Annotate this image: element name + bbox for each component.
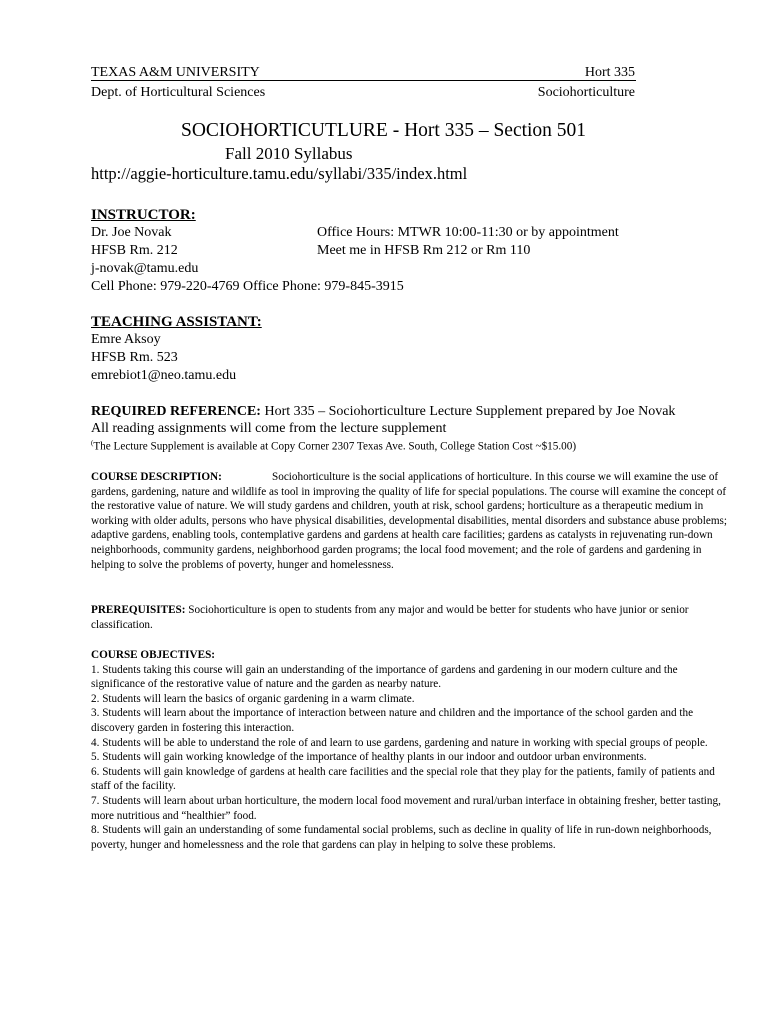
course-objectives	[91, 648, 734, 852]
prerequisites-text: Sociohorticulture is open to students from any major and would be better for students who have junior or senior classification.	[91, 604, 689, 631]
objective-item: 3. Students will learn about the importance of interaction between nature and children and the importance of the school garden and the discovery garden in fostering this interaction.	[91, 707, 694, 734]
instructor-office-hours: Office Hours: MTWR 10:00-11:30 or by appointment	[317, 225, 619, 240]
objective-item: 7. Students will learn about urban horticulture, the modern local food movement and rural/urban interface in obtaining fresher, better tasting, more nutritious and “healthier” food.	[91, 794, 721, 822]
instructor-name: Dr. Joe Novak	[91, 225, 172, 240]
objective-item: 4. Students will be able to understand the role of and learn to use gardens, gardening and nature in working with special groups of people.	[91, 736, 708, 749]
instructor-heading: INSTRUCTOR:	[91, 207, 196, 223]
reference-availability-text: The Lecture Supplement is available at Copy Corner 2307 Texas Ave. South, College Station Cost ~$15.00)	[93, 440, 577, 453]
course-description	[91, 470, 734, 572]
page-title: SOCIOHORTICUTLURE - Hort 335 – Section 501	[181, 120, 587, 141]
reference-note-mark: (	[91, 439, 94, 447]
objective-item: 2. Students will learn the basics of organic gardening in a warm climate.	[91, 692, 415, 705]
reference-reading-note: All reading assignments will come from the lecture supplement	[91, 421, 447, 436]
objective-item: 5. Students will gain working knowledge of the importance of healthy plants in our indoor and outdoor urban environments.	[91, 751, 647, 764]
instructor-meeting-place: Meet me in HFSB Rm 212 or Rm 110	[317, 243, 531, 258]
prerequisites-label: PREREQUISITES:	[91, 604, 186, 616]
instructor-phones: Cell Phone: 979-220-4769 Office Phone: 979-845-3915	[91, 279, 404, 294]
header-department: Dept. of Horticultural Sciences	[91, 85, 266, 100]
reference-text: Hort 335 – Sociohorticulture Lecture Supplement prepared by Joe Novak	[260, 404, 676, 419]
prerequisites	[91, 603, 734, 632]
reference-label: REQUIRED REFERENCE:	[91, 404, 261, 419]
objective-item: 1. Students taking this course will gain an understanding of the importance of gardens and gardening in our modern culture and the significance of the restorative value of nature and the garden as nearby nature.	[91, 663, 678, 691]
header-university: TEXAS A&M UNIVERSITY	[91, 65, 260, 80]
ta-room: HFSB Rm. 523	[91, 350, 178, 365]
header-rule	[91, 80, 636, 81]
syllabus-url[interactable]: http://aggie-horticulture.tamu.edu/syllabi/335/index.html	[91, 164, 468, 183]
instructor-email[interactable]: j-novak@tamu.edu	[91, 261, 199, 276]
instructor-room: HFSB Rm. 212	[91, 243, 178, 258]
reference-availability	[91, 436, 576, 454]
ta-name: Emre Aksoy	[91, 332, 161, 347]
course-objectives-heading: COURSE OBJECTIVES:	[91, 649, 216, 661]
course-description-label: COURSE DESCRIPTION:	[91, 471, 222, 483]
course-description-text: Sociohorticulture is the social applications of horticulture. In this course we will examine the use of gardens, gardening, nature and wildlife as tool in improving the quality of life for special populations. The course will examine the concept of the restorative value of nature. We will study gardens and children, youth at risk, school gardens; horticulture as a therapeutic medium in working with older adults, persons who have physical disabilities, developmental disabilities, mental disorders and substance abuse problems; adaptive gardens, enabling tools, contemplative gardens and gardens at health care facilities; gardens as catalysts in rejuvenating run-down neighborhoods, community gardens, neighborhood garden programs; the local food movement; and the role of gardens and gardening in helping to solve the problems of poverty, hunger and homelessness.	[91, 471, 728, 571]
header-course-code: Hort 335	[584, 65, 635, 80]
objective-item: 6. Students will gain knowledge of gardens at health care facilities and the special role that they play for the patients, family of patients and staff of the facility.	[91, 765, 715, 793]
ta-email[interactable]: emrebiot1@neo.tamu.edu	[91, 368, 237, 383]
ta-heading: TEACHING ASSISTANT:	[91, 314, 262, 330]
objective-item: 8. Students will gain an understanding of some fundamental social problems, such as decline in quality of life in run-down neighborhoods, poverty, hunger and homelessness and the role that gardens can play in helping to solve these problems.	[91, 824, 712, 851]
header-course-name: Sociohorticulture	[537, 85, 635, 100]
page-subtitle: Fall 2010 Syllabus	[225, 144, 353, 163]
reference-line	[91, 403, 675, 420]
